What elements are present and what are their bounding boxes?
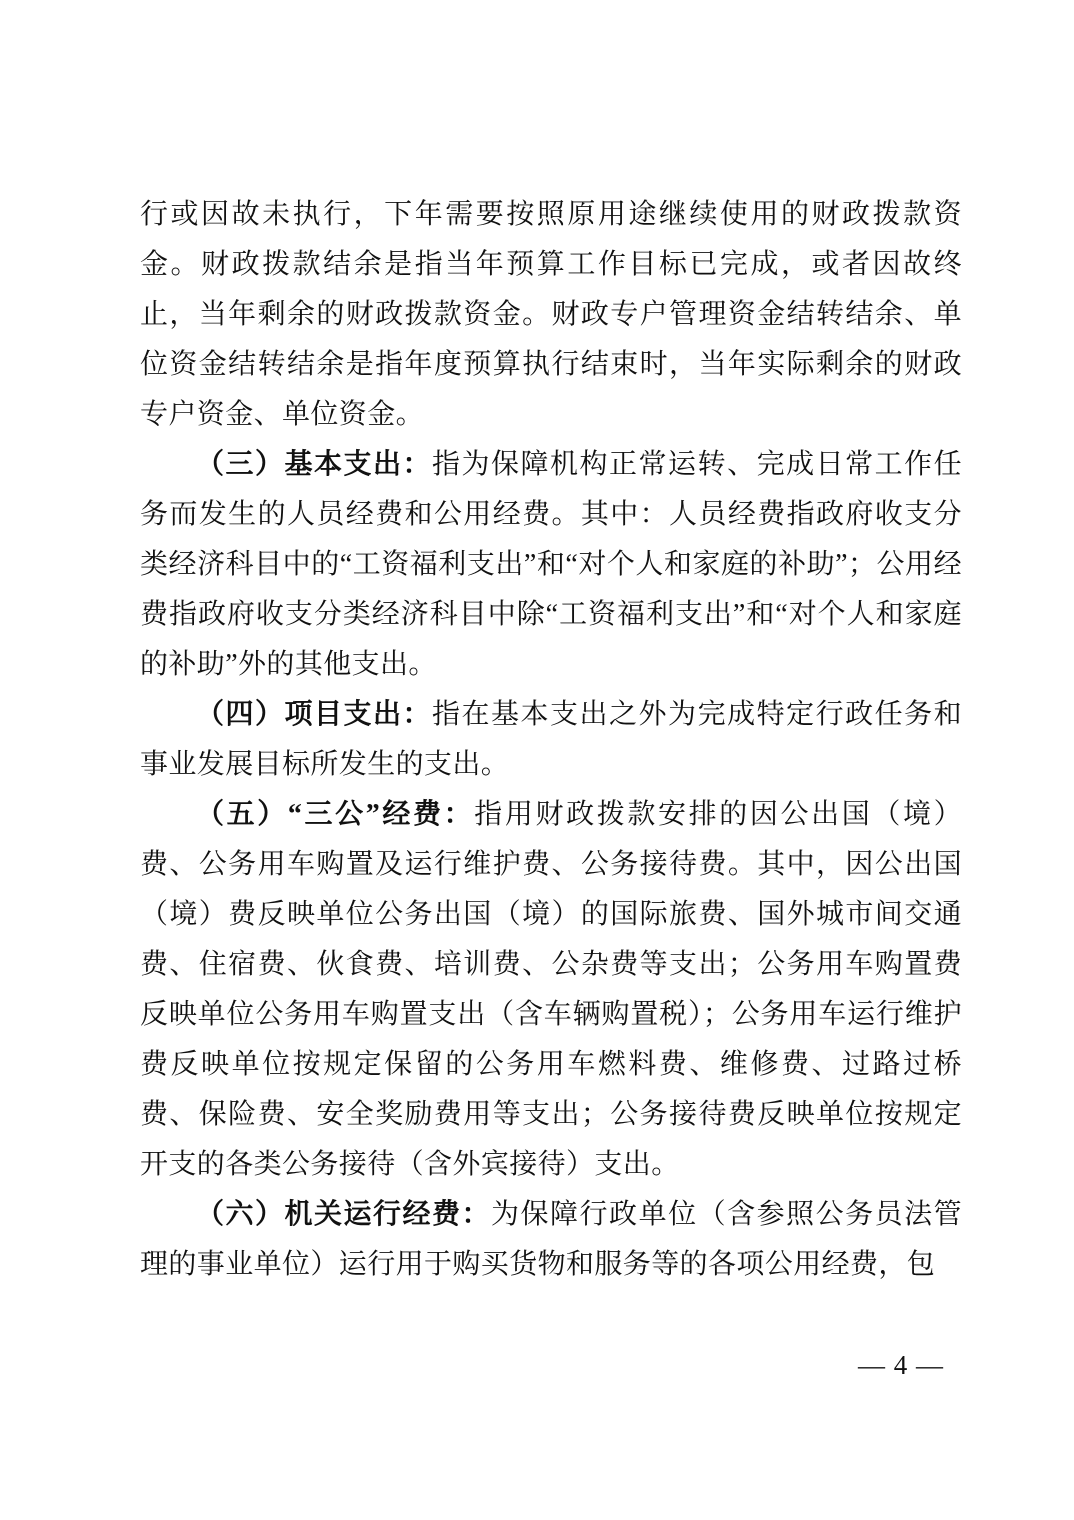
paragraph-agency-operating-funds [140,1190,962,1290]
paragraph-body: 指在基本支出之外为完成特定行政任务和事业发展目标所发生的支出。 [140,699,962,780]
paragraph-three-public-funds [140,790,962,1190]
paragraph-body: 行或因故未执行，下年需要按照原用途继续使用的财政拨款资金。财政拨款结余是指当年预算工作目标已完成，或者因故终止，当年剩余的财政拨款资金。财政专户管理资金结转结余、单位资金结转结余是指年度预算执行结束时，当年实际剩余的财政专户资金、单位资金。 [140,199,962,430]
paragraph-project-expenditure [140,690,962,790]
paragraph-head: （五）“三公”经费： [196,799,475,830]
page-number: — 4 — [858,1350,944,1380]
paragraph-carryover [140,190,962,440]
paragraph-head: （六）机关运行经费： [196,1199,492,1230]
paragraph-basic-expenditure [140,440,962,690]
paragraph-body: 指为保障机构正常运转、完成日常工作任务而发生的人员经费和公用经费。其中：人员经费指政府收支分类经济科目中的“工资福利支出”和“对个人和家庭的补助”；公用经费指政府收支分类经济科目中除“工资福利支出”和“对个人和家庭的补助”外的其他支出。 [140,449,962,680]
paragraph-head: （三）基本支出： [196,449,433,480]
paragraph-body: 指用财政拨款安排的因公出国（境）费、公务用车购置及运行维护费、公务接待费。其中，因公出国（境）费反映单位公务出国（境）的国际旅费、国外城市间交通费、住宿费、伙食费、培训费、公杂费等支出；公务用车购置费反映单位公务用车购置支出（含车辆购置税）；公务用车运行维护费反映单位按规定保留的公务用车燃料费、维修费、过路过桥费、保险费、安全奖励费用等支出；公务接待费反映单位按规定开支的各类公务接待（含外宾接待）支出。 [140,799,962,1180]
paragraph-head: （四）项目支出： [196,699,433,730]
paragraph-body: 为保障行政单位（含参照公务员法管理的事业单位）运行用于购买货物和服务等的各项公用经费，包 [140,1199,962,1280]
document-body [140,190,962,1290]
